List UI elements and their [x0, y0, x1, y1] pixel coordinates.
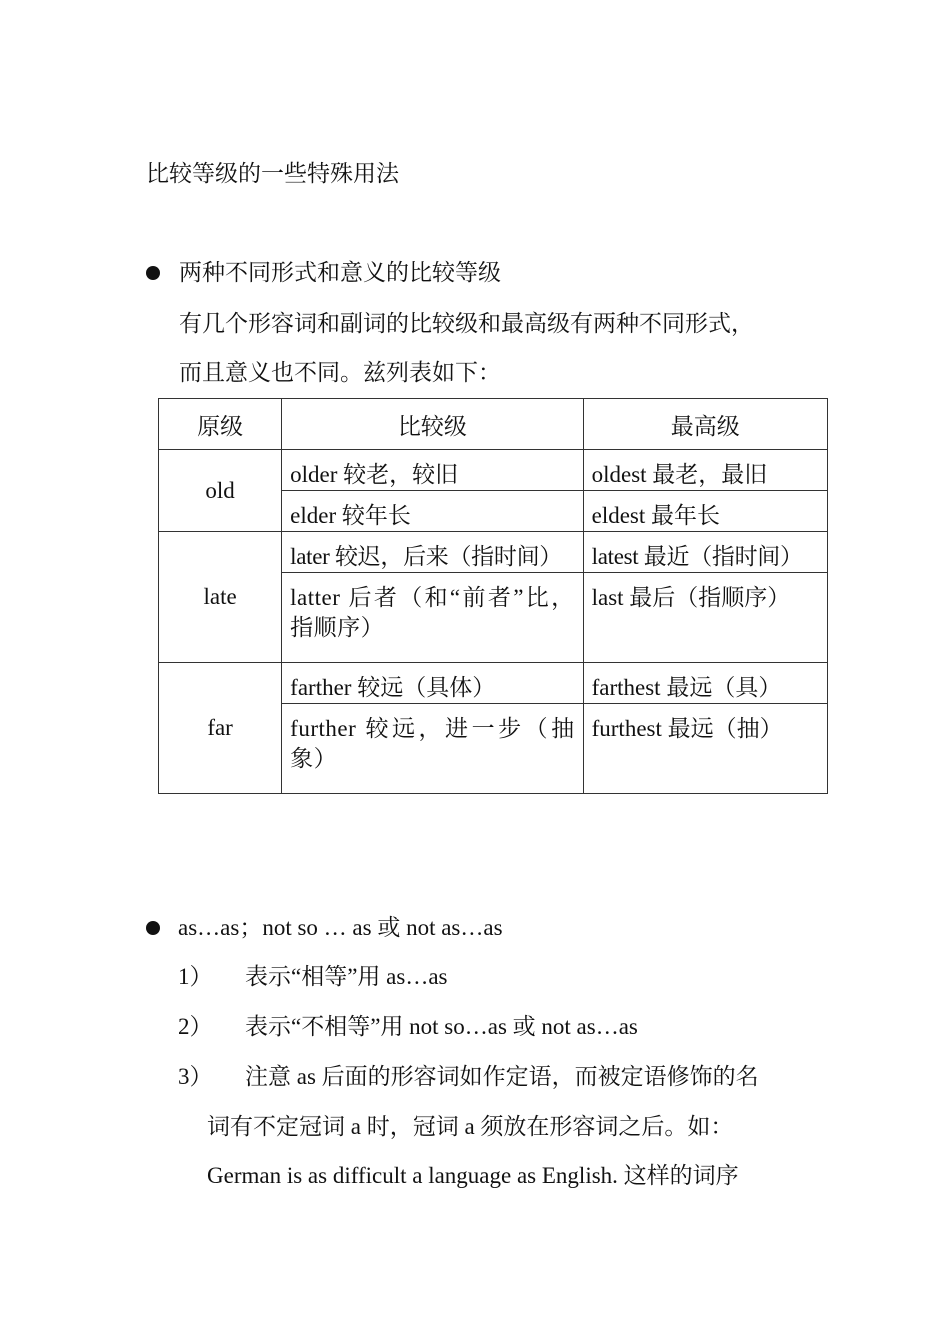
list-item-text: 表示“相等”用 as…as — [245, 964, 448, 989]
superlative-cell: oldest 最老，最旧 — [583, 450, 827, 491]
comparison-table — [158, 398, 828, 794]
comparative-cell: elder 较年长 — [282, 491, 583, 532]
comparative-cell: later 较迟，后来（指时间） — [282, 532, 583, 573]
table-row — [159, 532, 828, 573]
superlative-cell: eldest 最年长 — [583, 491, 827, 532]
superlative-cell: latest 最近（指时间） — [583, 532, 827, 573]
comparative-cell: farther 较远（具体） — [282, 663, 583, 704]
header-superlative: 最高级 — [583, 399, 827, 450]
superlative-cell: farthest 最远（具） — [583, 663, 827, 704]
header-comparative: 比较级 — [282, 399, 583, 450]
superlative-cell: last 最后（指顺序） — [583, 573, 827, 663]
section1-heading: 两种不同形式和意义的比较等级 — [179, 260, 501, 285]
base-word-far: far — [159, 663, 282, 794]
base-word-late: late — [159, 532, 282, 663]
table-row — [159, 450, 828, 491]
table-header-row — [159, 399, 828, 450]
base-word-old: old — [159, 450, 282, 532]
bullet-icon — [146, 266, 160, 280]
header-base: 原级 — [159, 399, 282, 450]
example-sentence: German is as difficult a language as English. 这样的词序 — [207, 1163, 739, 1188]
superlative-cell: furthest 最远（抽） — [583, 704, 827, 794]
list-item-text: 注意 as 后面的形容词如作定语，而被定语修饰的名 — [245, 1064, 759, 1089]
list-item-number: 2） — [178, 1014, 213, 1039]
comparative-cell: latter 后者（和“前者”比，指顺序） — [282, 573, 583, 663]
comparative-cell: further 较远，进一步（抽象） — [282, 704, 583, 794]
comparative-cell: older 较老，较旧 — [282, 450, 583, 491]
list-item-number: 3） — [178, 1064, 213, 1089]
section2-heading: as…as；not so … as 或 not as…as — [178, 915, 503, 940]
table-row — [159, 663, 828, 704]
list-item-number: 1） — [178, 964, 213, 989]
list-item-continuation: 词有不定冠词 a 时，冠词 a 须放在形容词之后。如： — [207, 1114, 734, 1139]
section1-intro-line2: 而且意义也不同。兹列表如下： — [179, 360, 501, 385]
section1-intro-line1: 有几个形容词和副词的比较级和最高级有两种不同形式， — [179, 311, 754, 336]
page-title: 比较等级的一些特殊用法 — [146, 161, 399, 186]
list-item-text: 表示“不相等”用 not so…as 或 not as…as — [245, 1014, 638, 1039]
bullet-icon — [146, 921, 160, 935]
